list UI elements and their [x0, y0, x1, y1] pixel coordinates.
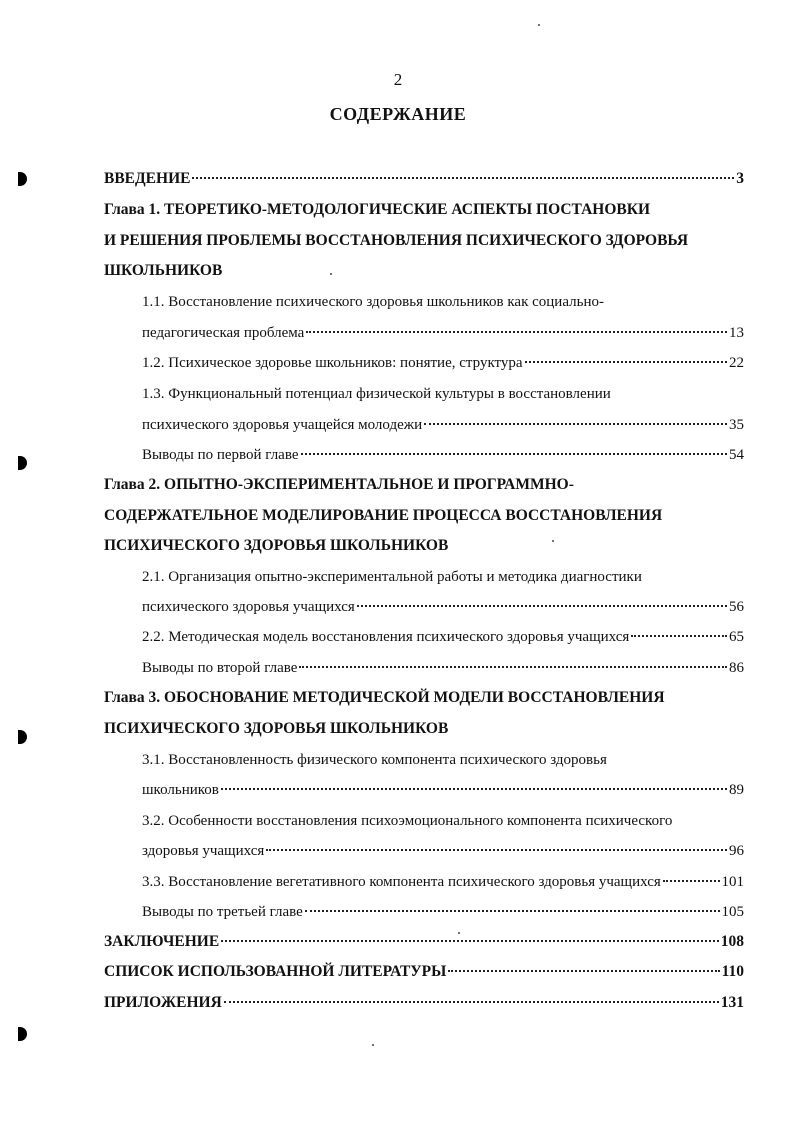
leader-dots — [525, 361, 727, 363]
toc-section-2-1[interactable]: 2.1. Организация опытно-экспериментальной работы и методика диагностики — [142, 569, 642, 585]
toc-page: 56 — [729, 599, 744, 615]
toc-page: 35 — [729, 417, 744, 433]
leader-dots — [221, 788, 727, 790]
toc-appendices[interactable]: ПРИЛОЖЕНИЯ 131 — [104, 994, 744, 1011]
scan-speck — [538, 24, 540, 26]
toc-conclusions-1[interactable]: Выводы по первой главе 54 — [142, 447, 744, 463]
toc-conclusions-3[interactable]: Выводы по третьей главе 105 — [142, 904, 744, 920]
toc-section-3-3[interactable]: 3.3. Восстановление вегетативного компонента психического здоровья учащихся 101 — [142, 874, 744, 890]
toc-section-1-2[interactable]: 1.2. Психическое здоровье школьников: понятие, структура 22 — [142, 355, 744, 371]
toc-section-3-2[interactable]: 3.2. Особенности восстановления психоэмоционального компонента психического — [142, 813, 673, 829]
toc-section-1-1[interactable]: 1.1. Восстановление психического здоровья школьников как социально- — [142, 294, 604, 310]
leader-dots — [357, 605, 727, 607]
scan-speck — [372, 1044, 374, 1046]
leader-dots — [663, 880, 720, 882]
leader-dots — [631, 635, 727, 637]
leader-dots — [224, 1001, 719, 1003]
toc-section-3-2-end[interactable]: здоровья учащихся 96 — [142, 843, 744, 859]
leader-dots — [305, 910, 720, 912]
toc-page: 89 — [729, 782, 744, 798]
toc-page: 54 — [729, 447, 744, 463]
toc-conclusions-2[interactable]: Выводы по второй главе 86 — [142, 660, 744, 676]
toc-section-1-1-end[interactable]: педагогическая проблема 13 — [142, 325, 744, 341]
scan-speck — [330, 273, 332, 275]
scan-speck — [552, 540, 554, 542]
scan-speck — [458, 932, 460, 934]
toc-references[interactable]: СПИСОК ИСПОЛЬЗОВАННОЙ ЛИТЕРАТУРЫ 110 — [104, 963, 744, 980]
toc-chapter-2-title-end: ПСИХИЧЕСКОГО ЗДОРОВЬЯ ШКОЛЬНИКОВ — [104, 537, 449, 554]
toc-page: 3 — [736, 170, 744, 187]
toc-page: 105 — [721, 904, 744, 920]
toc-page: 86 — [729, 660, 744, 676]
toc-page: 131 — [720, 994, 744, 1011]
toc-chapter-3-title[interactable]: Глава 3. ОБОСНОВАНИЕ МЕТОДИЧЕСКОЙ МОДЕЛИ ВОССТАНОВЛЕНИЯ — [104, 689, 665, 706]
toc-section-1-3[interactable]: 1.3. Функциональный потенциал физической культуры в восстановлении — [142, 386, 611, 402]
toc-chapter-1-title[interactable]: Глава 1. ТЕОРЕТИКО-МЕТОДОЛОГИЧЕСКИЕ АСПЕКТЫ ПОСТАНОВКИ — [104, 201, 651, 218]
page-number: 2 — [393, 70, 403, 89]
toc-chapter-2-title[interactable]: Глава 2. ОПЫТНО-ЭКСПЕРИМЕНТАЛЬНОЕ И ПРОГРАММНО- — [104, 476, 574, 493]
toc-conclusion[interactable]: ЗАКЛЮЧЕНИЕ 108 — [104, 933, 744, 950]
toc-page: 101 — [721, 874, 744, 890]
toc-chapter-3-title-end: ПСИХИЧЕСКОГО ЗДОРОВЬЯ ШКОЛЬНИКОВ — [104, 720, 449, 737]
toc-page: 22 — [729, 355, 744, 371]
leader-dots — [266, 849, 727, 851]
leader-dots — [306, 331, 727, 333]
page-title: СОДЕРЖАНИЕ — [329, 104, 467, 124]
toc-chapter-2-title-cont: СОДЕРЖАТЕЛЬНОЕ МОДЕЛИРОВАНИЕ ПРОЦЕССА ВОССТАНОВЛЕНИЯ — [104, 507, 663, 524]
leader-dots — [301, 453, 728, 455]
toc-section-2-1-end[interactable]: психического здоровья учащихся 56 — [142, 599, 744, 615]
toc-page: 65 — [729, 629, 744, 645]
leader-dots — [299, 666, 727, 668]
leader-dots — [448, 970, 719, 972]
toc-section-2-2[interactable]: 2.2. Методическая модель восстановления психического здоровья учащихся 65 — [142, 629, 744, 645]
toc-chapter-1-title-end: ШКОЛЬНИКОВ — [104, 262, 223, 279]
toc-chapter-1-title-cont: И РЕШЕНИЯ ПРОБЛЕМЫ ВОССТАНОВЛЕНИЯ ПСИХИЧЕСКОГО ЗДОРОВЬЯ — [104, 232, 689, 249]
toc-page: 110 — [721, 963, 744, 980]
toc-section-3-1-end[interactable]: школьников 89 — [142, 782, 744, 798]
toc-section-3-1[interactable]: 3.1. Восстановленность физического компонента психического здоровья — [142, 752, 607, 768]
leader-dots — [221, 940, 719, 942]
toc-section-1-3-end[interactable]: психического здоровья учащейся молодежи 35 — [142, 417, 744, 433]
toc-entry-introduction[interactable]: ВВЕДЕНИЕ 3 — [104, 170, 744, 187]
toc-page: 108 — [720, 933, 744, 950]
leader-dots — [424, 423, 727, 425]
leader-dots — [192, 177, 734, 179]
toc-page: 96 — [729, 843, 744, 859]
toc-page: 13 — [729, 325, 744, 341]
